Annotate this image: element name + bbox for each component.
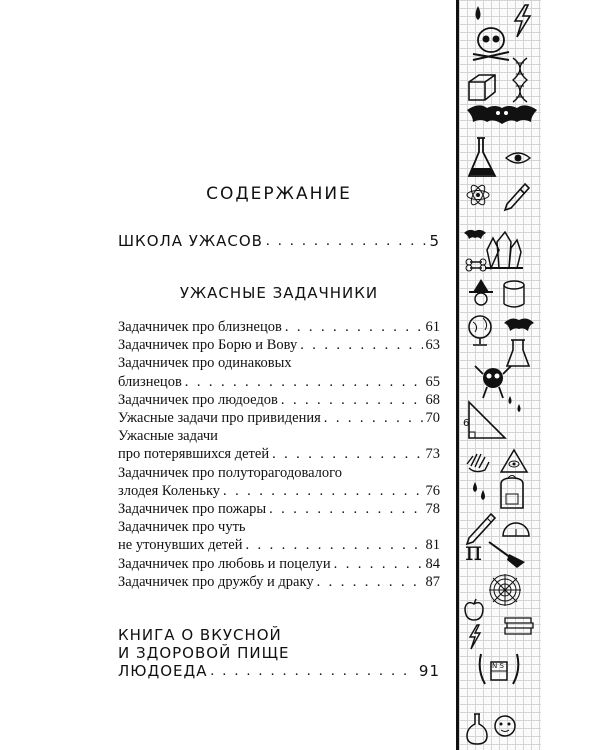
entry-title: Задачничек про близнецов	[118, 319, 282, 335]
toc-entry-school-of-horrors[interactable]	[118, 232, 440, 250]
magnet-icon	[475, 648, 523, 692]
entry-title: Ужасные задачи про привидения	[118, 410, 321, 426]
entry-page: 78	[425, 501, 440, 517]
entry-page: 68	[425, 391, 440, 408]
bone-icon	[465, 258, 487, 272]
broom-icon	[487, 540, 527, 570]
entry-title: ШКОЛА УЖАСОВ	[118, 232, 263, 250]
entry-title: ЛЮДОЕДА	[118, 662, 208, 680]
leader-dots	[285, 318, 423, 336]
entry-title: не утонувших детей	[118, 537, 243, 554]
entry-title-line: Задачничек про чуть	[118, 519, 246, 536]
entry-page: 73	[425, 446, 440, 463]
pen-icon	[503, 182, 529, 212]
hand-icon	[465, 450, 491, 474]
drops-2-icon	[505, 392, 525, 416]
face-icon	[493, 714, 517, 738]
eye-icon	[505, 150, 531, 166]
entry-page: 70	[425, 410, 440, 426]
toc-title: СОДЕРЖАНИЕ	[206, 184, 352, 204]
entry-page: 76	[425, 482, 440, 499]
drops-3-icon	[469, 480, 489, 504]
entry-title: Задачничек про дружбу и драку	[118, 573, 314, 590]
toc-entry-cannibal-cookbook[interactable]	[118, 662, 440, 680]
triangle-label: 6	[463, 418, 470, 429]
flask-icon	[467, 136, 499, 180]
globe-icon	[465, 314, 495, 348]
entry-page: 81	[425, 537, 440, 554]
entry-title-line: Задачничек про одинаковых	[118, 355, 292, 372]
toc-entry[interactable]	[118, 482, 440, 500]
entry-page: 63	[425, 337, 440, 354]
entry-title: Задачничек про Борю и Вову	[118, 337, 298, 354]
backpack-icon	[497, 474, 527, 512]
leader-dots	[334, 555, 423, 573]
leader-dots	[185, 373, 423, 391]
toc-entry[interactable]	[118, 318, 440, 336]
leader-dots	[210, 662, 415, 680]
entry-page: 5	[429, 232, 440, 250]
crystals-icon	[483, 230, 523, 270]
doodle-strip	[456, 0, 541, 750]
round-flask-icon	[465, 712, 489, 746]
triangle-icon	[463, 398, 507, 442]
leader-dots	[281, 391, 423, 409]
entry-title: близнецов	[118, 373, 182, 390]
entry-title: Задачничек про пожары	[118, 501, 267, 517]
drops-icon	[471, 4, 485, 24]
toc-entry[interactable]	[118, 536, 440, 554]
leader-dots	[223, 482, 422, 500]
toc-entry[interactable]	[118, 445, 440, 463]
leader-dots	[300, 336, 422, 354]
part3-title-line-1: КНИГА О ВКУСНОЙ	[118, 626, 282, 644]
entry-page: 61	[425, 319, 440, 335]
section-heading-horror-problem-books: УЖАСНЫЕ ЗАДАЧНИКИ	[179, 284, 379, 302]
leader-dots	[324, 409, 423, 427]
toc-entry[interactable]	[118, 500, 440, 518]
entry-page: 84	[425, 555, 440, 572]
entry-page: 65	[425, 373, 440, 390]
magnet-label: N S	[492, 662, 504, 670]
protractor-icon	[501, 520, 531, 538]
leader-dots	[272, 445, 422, 463]
cylinder-icon	[501, 280, 527, 310]
small-bat-icon	[463, 228, 487, 240]
pi-symbol: π	[465, 537, 483, 567]
entry-title: Задачничек про любовь и поцелуи	[118, 555, 331, 572]
part3-title-line-2: И ЗДОРОВОЙ ПИЩЕ	[118, 644, 290, 662]
toc-entry[interactable]	[118, 409, 440, 427]
spiderweb-icon	[487, 572, 523, 608]
entry-title: Задачничек про людоедов	[118, 391, 278, 408]
entry-page: 91	[418, 662, 440, 680]
leader-dots	[245, 536, 422, 554]
lightning-2-icon	[467, 624, 483, 650]
atom-icon	[465, 182, 491, 208]
witch-icon	[467, 278, 495, 308]
entry-title-line: Ужасные задачи	[118, 428, 218, 445]
pyramid-eye-icon	[499, 448, 529, 474]
lightning-icon	[511, 4, 533, 38]
toc-entry[interactable]	[118, 573, 440, 591]
dna-icon	[509, 56, 531, 104]
toc-entry[interactable]	[118, 391, 440, 409]
leader-dots	[266, 232, 427, 250]
entry-title: про потерявшихся детей	[118, 446, 270, 463]
skull-crossbones-icon	[469, 24, 513, 62]
books-icon	[503, 614, 535, 636]
toc-entry[interactable]	[118, 336, 440, 354]
entry-page: 87	[425, 573, 440, 590]
bat-icon	[465, 100, 539, 132]
entry-title: злодея Коленьку	[118, 482, 221, 499]
toc-entry[interactable]	[118, 555, 440, 573]
leader-dots	[317, 573, 423, 591]
leader-dots	[269, 500, 422, 518]
apple-icon	[463, 598, 485, 622]
entry-title-line: Задачничек про полуторагодовалого	[118, 464, 342, 481]
bat-small-2-icon	[503, 316, 535, 332]
toc-entry[interactable]	[118, 373, 440, 391]
